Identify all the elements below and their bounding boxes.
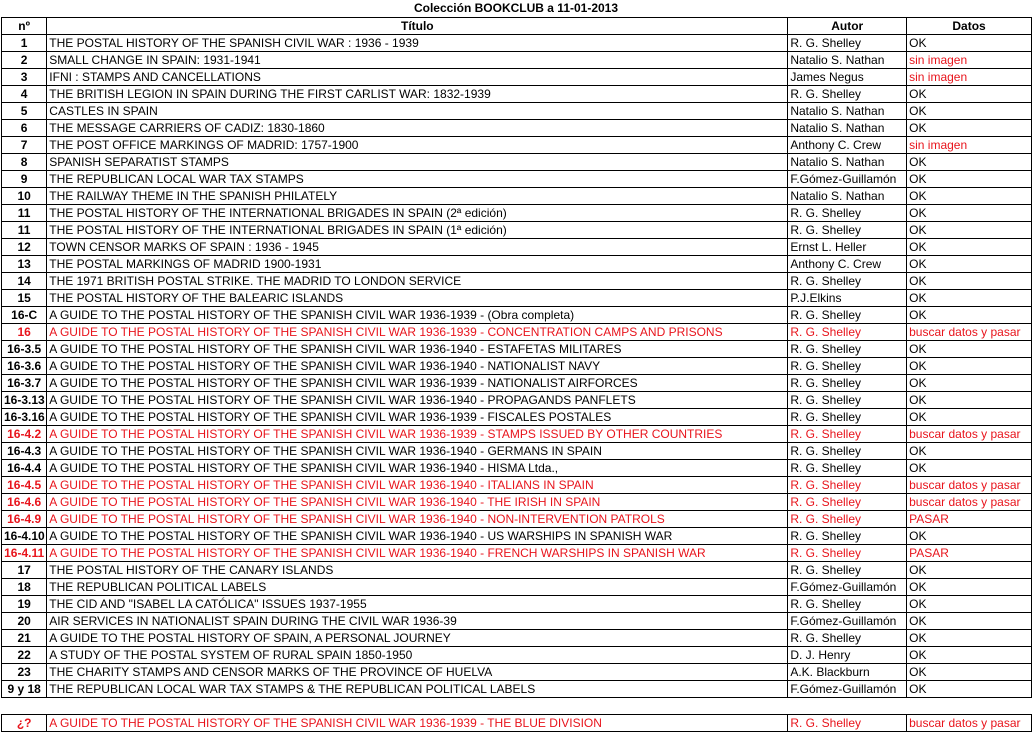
cell-status[interactable]: OK xyxy=(907,392,1032,409)
cell-number[interactable]: 16-3.13 xyxy=(2,392,47,409)
cell-status[interactable]: OK xyxy=(907,120,1032,137)
cell-title[interactable]: TOWN CENSOR MARKS OF SPAIN : 1936 - 1945 xyxy=(47,239,788,256)
cell-title[interactable]: THE POSTAL HISTORY OF THE BALEARIC ISLANDS xyxy=(47,290,788,307)
header-number[interactable]: nº xyxy=(2,18,47,35)
cell-title[interactable]: A GUIDE TO THE POSTAL HISTORY OF THE SPANISH CIVIL WAR 1936-1940 - NATIONALIST NAVY xyxy=(47,358,788,375)
cell-title[interactable]: A GUIDE TO THE POSTAL HISTORY OF THE SPANISH CIVIL WAR 1936-1939 - FISCALES POSTALES xyxy=(47,409,788,426)
table-row xyxy=(2,545,1032,562)
cell-number[interactable]: 22 xyxy=(2,647,47,664)
cell-author[interactable]: Natalio S. Nathan xyxy=(788,154,907,171)
table-row xyxy=(2,494,1032,511)
cell-title[interactable]: A GUIDE TO THE POSTAL HISTORY OF THE SPANISH CIVIL WAR 1936-1939 - THE BLUE DIVISION xyxy=(47,715,788,732)
cell-title[interactable]: A GUIDE TO THE POSTAL HISTORY OF THE SPANISH CIVIL WAR 1936-1939 - (Obra completa) xyxy=(47,307,788,324)
table-row xyxy=(2,511,1032,528)
spacer-cell xyxy=(2,698,47,715)
table-row xyxy=(2,35,1032,52)
cell-number[interactable]: 16-3.16 xyxy=(2,409,47,426)
cell-title[interactable]: A GUIDE TO THE POSTAL HISTORY OF THE SPANISH CIVIL WAR 1936-1939 - CONCENTRATION CAMPS AND PRISONS xyxy=(47,324,788,341)
header-row xyxy=(2,18,1032,35)
cell-status[interactable]: buscar datos y pasar xyxy=(907,324,1032,341)
cell-title[interactable]: A GUIDE TO THE POSTAL HISTORY OF THE SPANISH CIVIL WAR 1936-1940 - ESTAFETAS MILITARES xyxy=(47,341,788,358)
cell-author[interactable]: Anthony C. Crew xyxy=(788,137,907,154)
cell-number[interactable]: 16-4.10 xyxy=(2,528,47,545)
cell-status[interactable]: OK xyxy=(907,256,1032,273)
cell-status[interactable]: OK xyxy=(907,86,1032,103)
cell-status[interactable]: PASAR xyxy=(907,545,1032,562)
table-row xyxy=(2,290,1032,307)
cell-number[interactable]: 13 xyxy=(2,256,47,273)
table-row xyxy=(2,681,1032,698)
cell-title[interactable]: AIR SERVICES IN NATIONALIST SPAIN DURING THE CIVIL WAR 1936-39 xyxy=(47,613,788,630)
cell-author[interactable]: F.Gómez-Guillamón xyxy=(788,681,907,698)
cell-author[interactable]: F.Gómez-Guillamón xyxy=(788,579,907,596)
cell-author[interactable]: Natalio S. Nathan xyxy=(788,103,907,120)
collection-table xyxy=(1,17,1032,732)
cell-title[interactable]: SPANISH SEPARATIST STAMPS xyxy=(47,154,788,171)
cell-status[interactable]: OK xyxy=(907,562,1032,579)
cell-title[interactable]: THE REPUBLICAN LOCAL WAR TAX STAMPS & THE REPUBLICAN POLITICAL LABELS xyxy=(47,681,788,698)
cell-author[interactable]: R. G. Shelley xyxy=(788,545,907,562)
table-row xyxy=(2,715,1032,732)
cell-number[interactable]: 17 xyxy=(2,562,47,579)
cell-author[interactable]: R. G. Shelley xyxy=(788,715,907,732)
table-row xyxy=(2,596,1032,613)
spacer-cell xyxy=(788,698,907,715)
cell-author[interactable]: F.Gómez-Guillamón xyxy=(788,613,907,630)
cell-title[interactable]: THE POSTAL HISTORY OF THE CANARY ISLANDS xyxy=(47,562,788,579)
table-row xyxy=(2,324,1032,341)
cell-status[interactable]: OK xyxy=(907,579,1032,596)
cell-number[interactable]: 16-3.6 xyxy=(2,358,47,375)
cell-author[interactable]: Natalio S. Nathan xyxy=(788,188,907,205)
table-row xyxy=(2,171,1032,188)
table-row xyxy=(2,358,1032,375)
cell-number[interactable]: 11 xyxy=(2,222,47,239)
table-row xyxy=(2,579,1032,596)
cell-author[interactable]: R. G. Shelley xyxy=(788,460,907,477)
cell-title[interactable]: A GUIDE TO THE POSTAL HISTORY OF THE SPANISH CIVIL WAR 1936-1940 - US WARSHIPS IN SPANISH WAR xyxy=(47,528,788,545)
table-row xyxy=(2,528,1032,545)
table-row xyxy=(2,120,1032,137)
header-status[interactable]: Datos xyxy=(907,18,1032,35)
cell-title[interactable]: A GUIDE TO THE POSTAL HISTORY OF THE SPANISH CIVIL WAR 1936-1940 - FRENCH WARSHIPS IN SPANISH WAR xyxy=(47,545,788,562)
table-row xyxy=(2,307,1032,324)
table-row xyxy=(2,460,1032,477)
table-row xyxy=(2,647,1032,664)
cell-number[interactable]: 16 xyxy=(2,324,47,341)
cell-number[interactable]: 16-4.5 xyxy=(2,477,47,494)
cell-number[interactable]: 14 xyxy=(2,273,47,290)
cell-number[interactable]: 3 xyxy=(2,69,47,86)
cell-status[interactable]: OK xyxy=(907,154,1032,171)
cell-number[interactable]: 16-4.6 xyxy=(2,494,47,511)
spacer-cell xyxy=(47,698,788,715)
cell-status[interactable]: sin imagen xyxy=(907,52,1032,69)
cell-number[interactable]: 11 xyxy=(2,205,47,222)
table-row xyxy=(2,52,1032,69)
cell-title[interactable]: CASTLES IN SPAIN xyxy=(47,103,788,120)
cell-number[interactable]: 18 xyxy=(2,579,47,596)
cell-status[interactable]: OK xyxy=(907,103,1032,120)
table-row xyxy=(2,154,1032,171)
table-row xyxy=(2,103,1032,120)
table-row xyxy=(2,477,1032,494)
cell-author[interactable]: R. G. Shelley xyxy=(788,596,907,613)
table-row xyxy=(2,375,1032,392)
cell-title[interactable]: A GUIDE TO THE POSTAL HISTORY OF THE SPANISH CIVIL WAR 1936-1939 - NATIONALIST AIRFORCES xyxy=(47,375,788,392)
cell-number[interactable]: 6 xyxy=(2,120,47,137)
cell-status[interactable]: OK xyxy=(907,664,1032,681)
cell-number[interactable]: 2 xyxy=(2,52,47,69)
cell-status[interactable]: OK xyxy=(907,171,1032,188)
cell-status[interactable]: PASAR xyxy=(907,511,1032,528)
cell-number[interactable]: 23 xyxy=(2,664,47,681)
cell-author[interactable]: R. G. Shelley xyxy=(788,273,907,290)
cell-author[interactable]: Natalio S. Nathan xyxy=(788,120,907,137)
table-row xyxy=(2,86,1032,103)
cell-author[interactable]: R. G. Shelley xyxy=(788,392,907,409)
cell-status[interactable]: OK xyxy=(907,613,1032,630)
cell-number[interactable]: 16-C xyxy=(2,307,47,324)
table-row xyxy=(2,443,1032,460)
cell-status[interactable]: OK xyxy=(907,375,1032,392)
table-row xyxy=(2,392,1032,409)
cell-number[interactable]: 10 xyxy=(2,188,47,205)
cell-title[interactable]: A GUIDE TO THE POSTAL HISTORY OF THE SPANISH CIVIL WAR 1936-1940 - ITALIANS IN SPAIN xyxy=(47,477,788,494)
cell-number[interactable]: 7 xyxy=(2,137,47,154)
cell-author[interactable]: R. G. Shelley xyxy=(788,35,907,52)
cell-title[interactable]: A GUIDE TO THE POSTAL HISTORY OF THE SPANISH CIVIL WAR 1936-1940 - PROPAGANDS PANFLETS xyxy=(47,392,788,409)
table-row xyxy=(2,69,1032,86)
cell-title[interactable]: THE MESSAGE CARRIERS OF CADIZ: 1830-1860 xyxy=(47,120,788,137)
table-row xyxy=(2,256,1032,273)
cell-status[interactable]: OK xyxy=(907,205,1032,222)
table-row xyxy=(2,341,1032,358)
cell-number[interactable]: 9 xyxy=(2,171,47,188)
cell-author[interactable]: R. G. Shelley xyxy=(788,477,907,494)
cell-status[interactable]: OK xyxy=(907,460,1032,477)
cell-status[interactable]: OK xyxy=(907,630,1032,647)
cell-author[interactable]: R. G. Shelley xyxy=(788,630,907,647)
table-row xyxy=(2,409,1032,426)
cell-status[interactable]: OK xyxy=(907,528,1032,545)
cell-author[interactable]: R. G. Shelley xyxy=(788,562,907,579)
cell-author[interactable]: Anthony C. Crew xyxy=(788,256,907,273)
cell-status[interactable]: OK xyxy=(907,273,1032,290)
table-body xyxy=(2,35,1032,732)
cell-title[interactable]: A GUIDE TO THE POSTAL HISTORY OF THE SPANISH CIVIL WAR 1936-1940 - HISMA Ltda., xyxy=(47,460,788,477)
cell-title[interactable]: THE POSTAL HISTORY OF THE INTERNATIONAL BRIGADES IN SPAIN (2ª edición) xyxy=(47,205,788,222)
cell-author[interactable]: P.J.Elkins xyxy=(788,290,907,307)
table-row xyxy=(2,273,1032,290)
cell-author[interactable]: A.K. Blackburn xyxy=(788,664,907,681)
table-row xyxy=(2,205,1032,222)
cell-number[interactable]: 16-4.2 xyxy=(2,426,47,443)
cell-number[interactable]: 16-4.4 xyxy=(2,460,47,477)
cell-title[interactable]: THE BRITISH LEGION IN SPAIN DURING THE FIRST CARLIST WAR: 1832-1939 xyxy=(47,86,788,103)
cell-number[interactable]: 9 y 18 xyxy=(2,681,47,698)
cell-title[interactable]: A GUIDE TO THE POSTAL HISTORY OF THE SPANISH CIVIL WAR 1936-1940 - GERMANS IN SPAIN xyxy=(47,443,788,460)
cell-title[interactable]: THE CID AND "ISABEL LA CATÓLICA" ISSUES 1937-1955 xyxy=(47,596,788,613)
cell-number[interactable]: 16-4.11 xyxy=(2,545,47,562)
spacer-row xyxy=(2,698,1032,715)
table-row xyxy=(2,562,1032,579)
cell-status[interactable]: OK xyxy=(907,239,1032,256)
header-author[interactable]: Autor xyxy=(788,18,907,35)
cell-author[interactable]: R. G. Shelley xyxy=(788,86,907,103)
cell-author[interactable]: R. G. Shelley xyxy=(788,307,907,324)
cell-number[interactable]: 19 xyxy=(2,596,47,613)
cell-title[interactable]: THE POSTAL MARKINGS OF MADRID 1900-1931 xyxy=(47,256,788,273)
cell-status[interactable]: buscar datos y pasar xyxy=(907,715,1032,732)
cell-number[interactable]: 21 xyxy=(2,630,47,647)
header-title[interactable]: Título xyxy=(47,18,788,35)
table-row xyxy=(2,613,1032,630)
cell-status[interactable]: buscar datos y pasar xyxy=(907,426,1032,443)
cell-status[interactable]: OK xyxy=(907,358,1032,375)
cell-author[interactable]: R. G. Shelley xyxy=(788,358,907,375)
cell-status[interactable]: OK xyxy=(907,409,1032,426)
table-row xyxy=(2,222,1032,239)
cell-title[interactable]: THE CHARITY STAMPS AND CENSOR MARKS OF THE PROVINCE OF HUELVA xyxy=(47,664,788,681)
table-row xyxy=(2,630,1032,647)
cell-author[interactable]: James Negus xyxy=(788,69,907,86)
cell-author[interactable]: R. G. Shelley xyxy=(788,443,907,460)
cell-author[interactable]: R. G. Shelley xyxy=(788,222,907,239)
cell-number[interactable]: 16-4.9 xyxy=(2,511,47,528)
cell-status[interactable]: OK xyxy=(907,222,1032,239)
cell-status[interactable]: OK xyxy=(907,443,1032,460)
cell-author[interactable]: R. G. Shelley xyxy=(788,409,907,426)
spacer-cell xyxy=(907,698,1032,715)
cell-title[interactable]: A GUIDE TO THE POSTAL HISTORY OF SPAIN, A PERSONAL JOURNEY xyxy=(47,630,788,647)
cell-status[interactable]: sin imagen xyxy=(907,137,1032,154)
cell-author[interactable]: D. J. Henry xyxy=(788,647,907,664)
cell-status[interactable]: OK xyxy=(907,647,1032,664)
cell-title[interactable]: SMALL CHANGE IN SPAIN: 1931-1941 xyxy=(47,52,788,69)
cell-number[interactable]: 20 xyxy=(2,613,47,630)
cell-status[interactable]: OK xyxy=(907,341,1032,358)
cell-title[interactable]: A GUIDE TO THE POSTAL HISTORY OF THE SPANISH CIVIL WAR 1936-1939 - STAMPS ISSUED BY OTHER COUNTRIES xyxy=(47,426,788,443)
cell-number[interactable]: 1 xyxy=(2,35,47,52)
cell-number[interactable]: ¿? xyxy=(2,715,47,732)
cell-status[interactable]: OK xyxy=(907,290,1032,307)
cell-title[interactable]: THE POSTAL HISTORY OF THE SPANISH CIVIL WAR : 1936 - 1939 xyxy=(47,35,788,52)
sheet-title: Colección BOOKCLUB a 11-01-2013 xyxy=(413,1,619,15)
cell-number[interactable]: 16-3.5 xyxy=(2,341,47,358)
table-row xyxy=(2,188,1032,205)
cell-status[interactable]: OK xyxy=(907,35,1032,52)
cell-status[interactable]: buscar datos y pasar xyxy=(907,477,1032,494)
cell-number[interactable]: 5 xyxy=(2,103,47,120)
cell-author[interactable]: Ernst L. Heller xyxy=(788,239,907,256)
cell-author[interactable]: R. G. Shelley xyxy=(788,494,907,511)
cell-title[interactable]: THE 1971 BRITISH POSTAL STRIKE. THE MADRID TO LONDON SERVICE xyxy=(47,273,788,290)
table-row xyxy=(2,426,1032,443)
cell-author[interactable]: R. G. Shelley xyxy=(788,511,907,528)
cell-author[interactable]: R. G. Shelley xyxy=(788,324,907,341)
cell-author[interactable]: F.Gómez-Guillamón xyxy=(788,171,907,188)
cell-status[interactable]: buscar datos y pasar xyxy=(907,494,1032,511)
cell-number[interactable]: 16-3.7 xyxy=(2,375,47,392)
cell-status[interactable]: OK xyxy=(907,596,1032,613)
cell-title[interactable]: A GUIDE TO THE POSTAL HISTORY OF THE SPANISH CIVIL WAR 1936-1940 - NON-INTERVENTION PATROLS xyxy=(47,511,788,528)
cell-title[interactable]: THE REPUBLICAN LOCAL WAR TAX STAMPS xyxy=(47,171,788,188)
cell-title[interactable]: A GUIDE TO THE POSTAL HISTORY OF THE SPANISH CIVIL WAR 1936-1940 - THE IRISH IN SPAIN xyxy=(47,494,788,511)
cell-number[interactable]: 4 xyxy=(2,86,47,103)
cell-status[interactable]: sin imagen xyxy=(907,69,1032,86)
cell-title[interactable]: THE REPUBLICAN POLITICAL LABELS xyxy=(47,579,788,596)
cell-title[interactable]: THE POST OFFICE MARKINGS OF MADRID: 1757-1900 xyxy=(47,137,788,154)
cell-status[interactable]: OK xyxy=(907,307,1032,324)
cell-title[interactable]: THE POSTAL HISTORY OF THE INTERNATIONAL BRIGADES IN SPAIN (1ª edición) xyxy=(47,222,788,239)
cell-author[interactable]: R. G. Shelley xyxy=(788,528,907,545)
cell-title[interactable]: A STUDY OF THE POSTAL SYSTEM OF RURAL SPAIN 1850-1950 xyxy=(47,647,788,664)
cell-number[interactable]: 16-4.3 xyxy=(2,443,47,460)
cell-status[interactable]: OK xyxy=(907,681,1032,698)
cell-author[interactable]: Natalio S. Nathan xyxy=(788,52,907,69)
table-row xyxy=(2,137,1032,154)
cell-number[interactable]: 12 xyxy=(2,239,47,256)
cell-author[interactable]: R. G. Shelley xyxy=(788,341,907,358)
cell-number[interactable]: 15 xyxy=(2,290,47,307)
cell-title[interactable]: THE RAILWAY THEME IN THE SPANISH PHILATELY xyxy=(47,188,788,205)
table-row xyxy=(2,239,1032,256)
cell-status[interactable]: OK xyxy=(907,188,1032,205)
cell-author[interactable]: R. G. Shelley xyxy=(788,426,907,443)
cell-title[interactable]: IFNI : STAMPS AND CANCELLATIONS xyxy=(47,69,788,86)
cell-author[interactable]: R. G. Shelley xyxy=(788,375,907,392)
cell-author[interactable]: R. G. Shelley xyxy=(788,205,907,222)
table-row xyxy=(2,664,1032,681)
cell-number[interactable]: 8 xyxy=(2,154,47,171)
